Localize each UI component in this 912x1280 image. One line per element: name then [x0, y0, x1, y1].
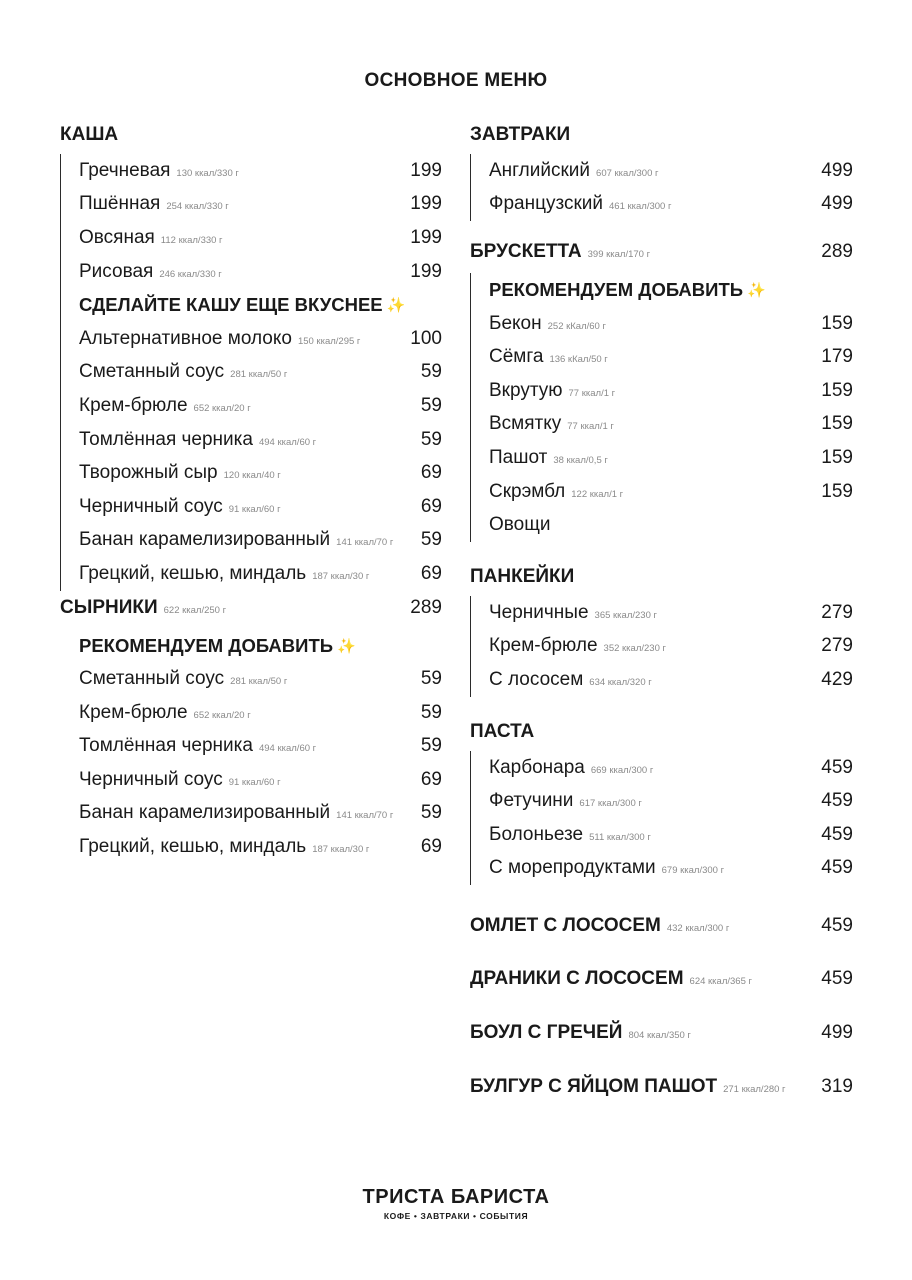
addon-item [79, 763, 442, 797]
item-price: 279 [821, 635, 853, 657]
menu-item [489, 818, 853, 852]
item-price: 459 [821, 914, 853, 936]
addon-item [79, 730, 442, 764]
menu-item [489, 663, 853, 697]
item-name: Пшённая [79, 193, 161, 215]
item-name: Черничный соус [79, 768, 223, 790]
item-name: Овсяная [79, 226, 155, 248]
sparkle-icon: ✨ [337, 637, 356, 655]
item-kcal: 271 ккал/280 г [723, 1083, 786, 1095]
addon-item [79, 797, 442, 831]
sparkle-icon: ✨ [386, 297, 406, 315]
item-kcal: 141 ккал/70 г [336, 537, 394, 549]
addon-item [489, 475, 853, 509]
item-kcal: 804 ккал/350 г [628, 1030, 691, 1042]
item-kcal: 617 ккал/300 г [579, 798, 642, 810]
addon-item [489, 340, 853, 374]
addon-item [489, 307, 853, 341]
zavtraki-group [470, 154, 853, 221]
item-price: 289 [410, 596, 442, 618]
item-name: Болоньезе [489, 823, 584, 845]
item-price: 429 [821, 668, 853, 690]
section-heading-brusketta: БРУСКЕТТА 399 ккал/170 г 289 [470, 241, 853, 263]
item-kcal: 494 ккал/60 г [258, 743, 317, 755]
left-column [60, 120, 442, 864]
item-price: 59 [420, 529, 442, 551]
item-price: 59 [420, 428, 442, 450]
item-price: 459 [821, 968, 853, 990]
item-price: 459 [821, 823, 853, 845]
item-kcal: 607 ккал/300 г [596, 167, 659, 179]
item-name: Крем-брюле [489, 635, 598, 657]
menu-item [489, 188, 853, 222]
addon-item [79, 557, 442, 591]
item-price: 199 [410, 159, 442, 181]
item-price: 159 [821, 480, 853, 502]
item-price: 59 [420, 735, 442, 757]
item-price: 59 [420, 394, 442, 416]
item-price: 499 [821, 193, 853, 215]
item-price: 69 [420, 768, 442, 790]
item-price: 199 [410, 260, 442, 282]
section-heading-kasha: КАША [60, 124, 119, 145]
single-dish: ДРАНИКИ С ЛОСОСЕМ 624 ккал/365 г 459 [470, 968, 853, 990]
addon-item [79, 356, 442, 390]
addon-item [489, 508, 853, 542]
item-name: Томлённая черника [79, 428, 253, 450]
menu-item [79, 255, 442, 289]
menu-item [489, 852, 853, 886]
item-name: Альтернативное молоко [79, 327, 292, 349]
single-dish: БОУЛ С ГРЕЧЕЙ 804 ккал/350 г 499 [470, 1022, 853, 1044]
item-price: 199 [410, 226, 442, 248]
spacer [470, 221, 853, 235]
addon-item [79, 389, 442, 423]
item-name: Пашот [489, 446, 548, 468]
item-kcal: 652 ккал/20 г [193, 709, 251, 721]
addon-item [489, 374, 853, 408]
single-dish: БУЛГУР С ЯЙЦОМ ПАШОТ 271 ккал/280 г 319 [470, 1075, 853, 1097]
item-kcal: 365 ккал/230 г [594, 609, 657, 621]
item-name: Фетучини [489, 790, 574, 812]
section-heading-zavtraki: ЗАВТРАКИ [470, 124, 571, 145]
item-price: 59 [420, 361, 442, 383]
item-kcal: 38 ккал/0,5 г [553, 454, 608, 466]
item-kcal: 254 ккал/330 г [166, 201, 229, 213]
menu-item [489, 596, 853, 630]
item-name: Грецкий, кешью, миндаль [79, 562, 307, 584]
item-name: Овощи [489, 514, 551, 536]
item-price: 459 [821, 790, 853, 812]
item-price: 199 [410, 193, 442, 215]
item-price: 279 [821, 601, 853, 623]
item-kcal: 112 ккал/330 г [160, 234, 223, 246]
syrniki-group [60, 629, 442, 864]
item-kcal: 141 ккал/70 г [336, 810, 394, 822]
item-name: Банан карамелизированный [79, 529, 331, 551]
item-name: Сёмга [489, 346, 544, 368]
item-price: 159 [821, 312, 853, 334]
item-kcal: 622 ккал/250 г [163, 604, 227, 616]
item-kcal: 122 ккал/1 г [571, 488, 624, 500]
addon-item [489, 408, 853, 442]
spacer [470, 885, 853, 899]
menu-item [489, 630, 853, 664]
menu-item [79, 154, 442, 188]
item-kcal: 130 ккал/330 г [176, 167, 239, 179]
pankeyki-group [470, 596, 853, 697]
item-name: Черничные [489, 601, 589, 623]
item-name: Крем-брюле [79, 701, 188, 723]
item-kcal: 669 ккал/300 г [590, 764, 654, 776]
page-title: ОСНОВНОЕ МЕНЮ [364, 70, 548, 91]
item-price: 100 [410, 327, 442, 349]
item-name: С морепродуктами [489, 857, 656, 879]
item-price: 69 [420, 836, 442, 858]
item-name: Томлённая черника [79, 735, 253, 757]
item-name: Банан карамелизированный [79, 802, 331, 824]
item-name: Французский [489, 193, 603, 215]
item-kcal: 136 кКал/50 г [549, 354, 608, 366]
item-name: Бекон [489, 312, 542, 334]
item-price: 289 [821, 241, 853, 263]
item-kcal: 634 ккал/320 г [589, 676, 652, 688]
sparkle-icon: ✨ [747, 281, 766, 299]
item-price: 59 [420, 701, 442, 723]
item-kcal: 352 ккал/230 г [603, 643, 666, 655]
menu-item [79, 221, 442, 255]
item-price: 69 [420, 495, 442, 517]
item-name: Черничный соус [79, 495, 223, 517]
item-name: Карбонара [489, 756, 585, 778]
item-name: Английский [489, 159, 591, 181]
item-price: 159 [821, 413, 853, 435]
item-name: Крем-брюле [79, 394, 188, 416]
item-kcal: 150 ккал/295 г [297, 335, 361, 347]
item-price: 159 [821, 446, 853, 468]
item-kcal: 187 ккал/30 г [312, 570, 370, 582]
item-name: Рисовая [79, 260, 154, 282]
item-price: 69 [420, 462, 442, 484]
single-dish: ОМЛЕТ С ЛОСОСЕМ 432 ккал/300 г 459 [470, 914, 853, 936]
item-kcal: 399 ккал/170 г [587, 249, 651, 261]
item-kcal: 246 ккал/330 г [159, 268, 222, 280]
item-kcal: 281 ккал/50 г [230, 676, 288, 688]
section-heading-pankeyki: ПАНКЕЙКИ [470, 565, 575, 587]
item-name: Творожный сыр [79, 462, 218, 484]
item-kcal: 120 ккал/40 г [223, 470, 281, 482]
footer-logo [0, 1186, 912, 1221]
pasta-group [470, 751, 853, 885]
item-kcal: 494 ккал/60 г [258, 436, 317, 448]
item-price: 159 [821, 379, 853, 401]
item-price: 459 [821, 756, 853, 778]
item-kcal: 281 ккал/50 г [230, 369, 288, 381]
item-kcal: 511 ккал/300 г [589, 831, 651, 843]
item-price: 69 [420, 562, 442, 584]
item-kcal: 624 ккал/365 г [689, 976, 752, 988]
kasha-group [60, 154, 442, 591]
menu-item [489, 784, 853, 818]
section-heading-syrniki: СЫРНИКИ 622 ккал/250 г 289 [60, 596, 442, 618]
item-kcal: 252 кКал/60 г [547, 320, 606, 332]
spacer [470, 697, 853, 717]
item-kcal: 432 ккал/300 г [666, 922, 730, 934]
addon-item [489, 441, 853, 475]
brand-tagline: КОФЕ • ЗАВТРАКИ • СОБЫТИЯ [383, 1211, 529, 1221]
section-heading-pasta: ПАСТА [470, 720, 535, 742]
item-name: Сметанный соус [79, 361, 225, 383]
addon-item [79, 662, 442, 696]
right-column [470, 120, 853, 1113]
addon-item [79, 322, 442, 356]
item-name: Всмятку [489, 413, 562, 435]
item-name: Скрэмбл [489, 480, 566, 502]
addon-item [79, 696, 442, 730]
item-price: 319 [821, 1075, 853, 1097]
addons-heading: РЕКОМЕНДУЕМ ДОБАВИТЬ ✨ [489, 278, 766, 300]
addon-item [79, 830, 442, 864]
item-kcal: 91 ккал/60 г [228, 776, 281, 788]
menu-item [489, 154, 853, 188]
item-kcal: 77 ккал/1 г [568, 387, 616, 399]
item-price: 459 [821, 857, 853, 879]
item-name: Гречневая [79, 159, 171, 181]
item-kcal: 679 ккал/300 г [661, 865, 725, 877]
addon-item [79, 524, 442, 558]
item-kcal: 461 ккал/300 г [609, 201, 672, 213]
item-name: Сметанный соус [79, 668, 225, 690]
menu-item [489, 751, 853, 785]
item-price: 499 [821, 1022, 853, 1044]
brusketta-group [470, 273, 853, 542]
item-price: 499 [821, 159, 853, 181]
brand-name: ТРИСТА БАРИСТА [362, 1186, 550, 1208]
item-kcal: 652 ккал/20 г [193, 402, 251, 414]
addon-item [79, 456, 442, 490]
menu-item [79, 188, 442, 222]
addons-heading: РЕКОМЕНДУЕМ ДОБАВИТЬ ✨ [79, 634, 356, 656]
addons-heading: СДЕЛАЙТЕ КАШУ ЕЩЕ ВКУСНЕЕ ✨ [79, 294, 406, 316]
item-name: С лососем [489, 668, 584, 690]
item-name: Вкрутую [489, 379, 563, 401]
item-price: 179 [821, 346, 853, 368]
spacer [470, 542, 853, 562]
item-price: 59 [420, 668, 442, 690]
item-kcal: 187 ккал/30 г [312, 844, 370, 856]
addon-item [79, 490, 442, 524]
item-kcal: 91 ккал/60 г [228, 503, 281, 515]
item-name: Грецкий, кешью, миндаль [79, 836, 307, 858]
addon-item [79, 423, 442, 457]
item-price: 59 [420, 802, 442, 824]
item-kcal: 77 ккал/1 г [567, 421, 614, 433]
